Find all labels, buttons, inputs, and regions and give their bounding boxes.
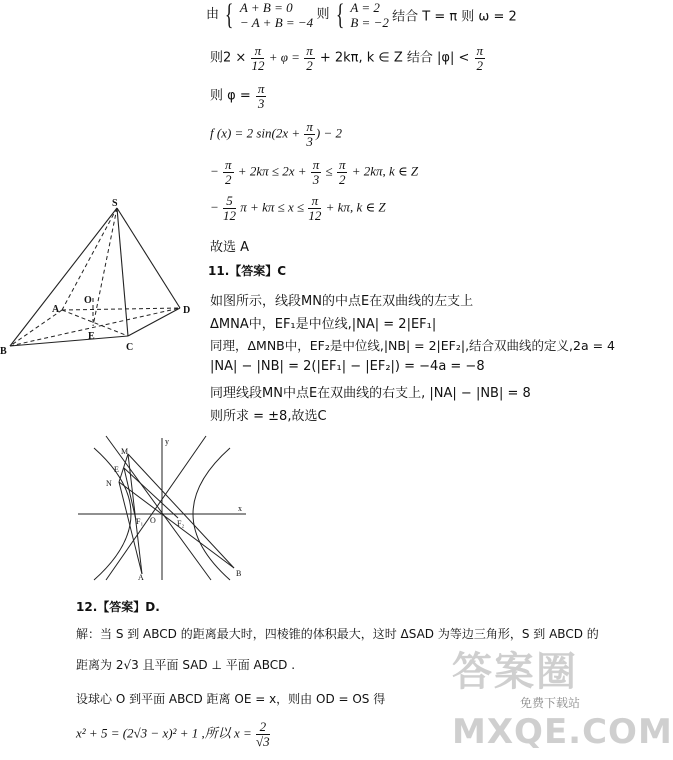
q11-heading: 11.【答案】C bbox=[208, 264, 287, 278]
q12-heading: 12.【答案】D. bbox=[76, 600, 160, 614]
label-M: M bbox=[121, 447, 129, 456]
fraction: $\frac{2}{√3}$ bbox=[256, 719, 270, 749]
label-B: B bbox=[236, 569, 242, 578]
q12-line-1: 解：当 S 到 ABCD 的距离最大时，四棱锥的体积最大，这时 ΔSAD 为等边三角形，S 到 ABCD 的 bbox=[76, 627, 599, 641]
l4-pre: f (x) = 2 sin(2x + bbox=[210, 125, 304, 141]
l2-mid: + φ = bbox=[265, 49, 304, 65]
l2-post: + 2kπ, k ∈ Z 结合 |φ| < bbox=[315, 50, 474, 66]
fraction: $\frac{\pi}{2}$ bbox=[338, 157, 346, 187]
sys1-row2: − A + B = −4 bbox=[239, 15, 314, 30]
label-y: y bbox=[165, 437, 169, 446]
fraction: $\frac{\pi}{2}$ bbox=[225, 157, 232, 187]
text-combine: 结合 T = π 则 ω = 2 bbox=[392, 9, 517, 25]
label-D: D bbox=[183, 305, 191, 316]
brace-icon: { bbox=[225, 0, 234, 31]
system-line bbox=[206, 0, 517, 30]
equation-line-4 bbox=[210, 120, 342, 149]
label-O: O bbox=[84, 295, 92, 306]
equation-line-5: − $\frac{\pi}{2}$ + 2kπ ≤ 2x + $\frac{\pi}{3}$ ≤ $\frac{\pi}{2}$ + 2kπ, k ∈ Z bbox=[210, 157, 419, 187]
l3-pre: 则 φ = bbox=[210, 88, 255, 104]
label-A: A bbox=[138, 573, 144, 582]
label-S: S bbox=[112, 198, 118, 209]
equation-line-3 bbox=[210, 82, 267, 111]
label-F2: F₂ bbox=[177, 519, 185, 528]
label-C: C bbox=[126, 342, 134, 353]
sys2-row2: B = −2 bbox=[350, 15, 389, 30]
q12-eq: x² + 5 = (2√3 − x)² + 1 ,所以 x = bbox=[76, 725, 256, 741]
equation-line-2 bbox=[210, 44, 486, 73]
sys1-row1: A + B = 0 bbox=[239, 0, 293, 15]
answer-line: 故选 A bbox=[210, 240, 250, 255]
fraction: $\frac{\pi}{12}$ bbox=[251, 43, 265, 73]
label-A: A bbox=[52, 304, 60, 315]
text-ze: 则 bbox=[316, 6, 330, 22]
fraction: $\frac{5}{12}$ bbox=[223, 193, 237, 223]
equation-line-6: − $\frac{5}{12}$ π + kπ ≤ x ≤ $\frac{\pi}{12}$ + kπ, k ∈ Z bbox=[210, 193, 386, 223]
q11-line-6: 则所求 = ±8,故选C bbox=[210, 409, 327, 424]
label-E: E bbox=[88, 331, 95, 342]
label-N: N bbox=[106, 479, 112, 488]
system-1 bbox=[240, 0, 313, 30]
fraction: $\frac{\pi}{3}$ bbox=[257, 81, 265, 111]
watermark-logo-text: 答案圈 bbox=[452, 649, 578, 695]
q11-line-3: 同理，ΔMNB中，EF₂是中位线,|NB| = 2|EF₂|,结合双曲线的定义,2a = 4 bbox=[210, 338, 616, 353]
q12-line-2: 距离为 2√3 且平面 SAD ⊥ 平面 ABCD . bbox=[76, 658, 296, 672]
q11-line-2: ΔMNA中，EF₁是中位线,|NA| = 2|EF₁| bbox=[210, 317, 437, 332]
fraction: $\frac{\pi}{2}$ bbox=[306, 43, 313, 73]
l4-post: ) − 2 bbox=[315, 125, 342, 141]
label-F1: F₁ bbox=[136, 517, 144, 526]
fraction: $\frac{\pi}{3}$ bbox=[306, 119, 313, 149]
system-2 bbox=[350, 0, 389, 30]
label-E: E bbox=[114, 465, 119, 474]
q12-line-3: 设球心 O 到平面 ABCD 距离 OE = x，则由 OD = OS 得 bbox=[76, 692, 386, 706]
hyperbola-figure bbox=[76, 434, 248, 582]
text-you: 由 bbox=[206, 6, 220, 22]
q11-line-1: 如图所示，线段MN的中点E在双曲线的左支上 bbox=[210, 294, 474, 309]
q11-line-4: |NA| − |NB| = 2(|EF₁| − |EF₂|) = −4a = −8 bbox=[210, 359, 485, 374]
fraction: $\frac{\pi}{3}$ bbox=[312, 157, 320, 187]
fraction: $\frac{\pi}{2}$ bbox=[476, 43, 484, 73]
q12-line-4 bbox=[76, 720, 271, 749]
brace-icon: { bbox=[335, 0, 345, 31]
q11-line-5: 同理线段MN中点E在双曲线的右支上, |NA| − |NB| = 8 bbox=[210, 386, 531, 401]
label-x: x bbox=[238, 504, 242, 513]
watermark-small: 免费下载站 bbox=[520, 696, 581, 710]
watermark-domain: MXQE.COM bbox=[452, 712, 673, 752]
sys2-row1: A = 2 bbox=[350, 0, 380, 15]
label-O: O bbox=[150, 516, 156, 525]
l2-pre: 则2 × bbox=[210, 50, 251, 66]
label-B: B bbox=[0, 346, 7, 357]
fraction: $\frac{\pi}{12}$ bbox=[308, 193, 322, 223]
pyramid-figure bbox=[0, 198, 205, 358]
